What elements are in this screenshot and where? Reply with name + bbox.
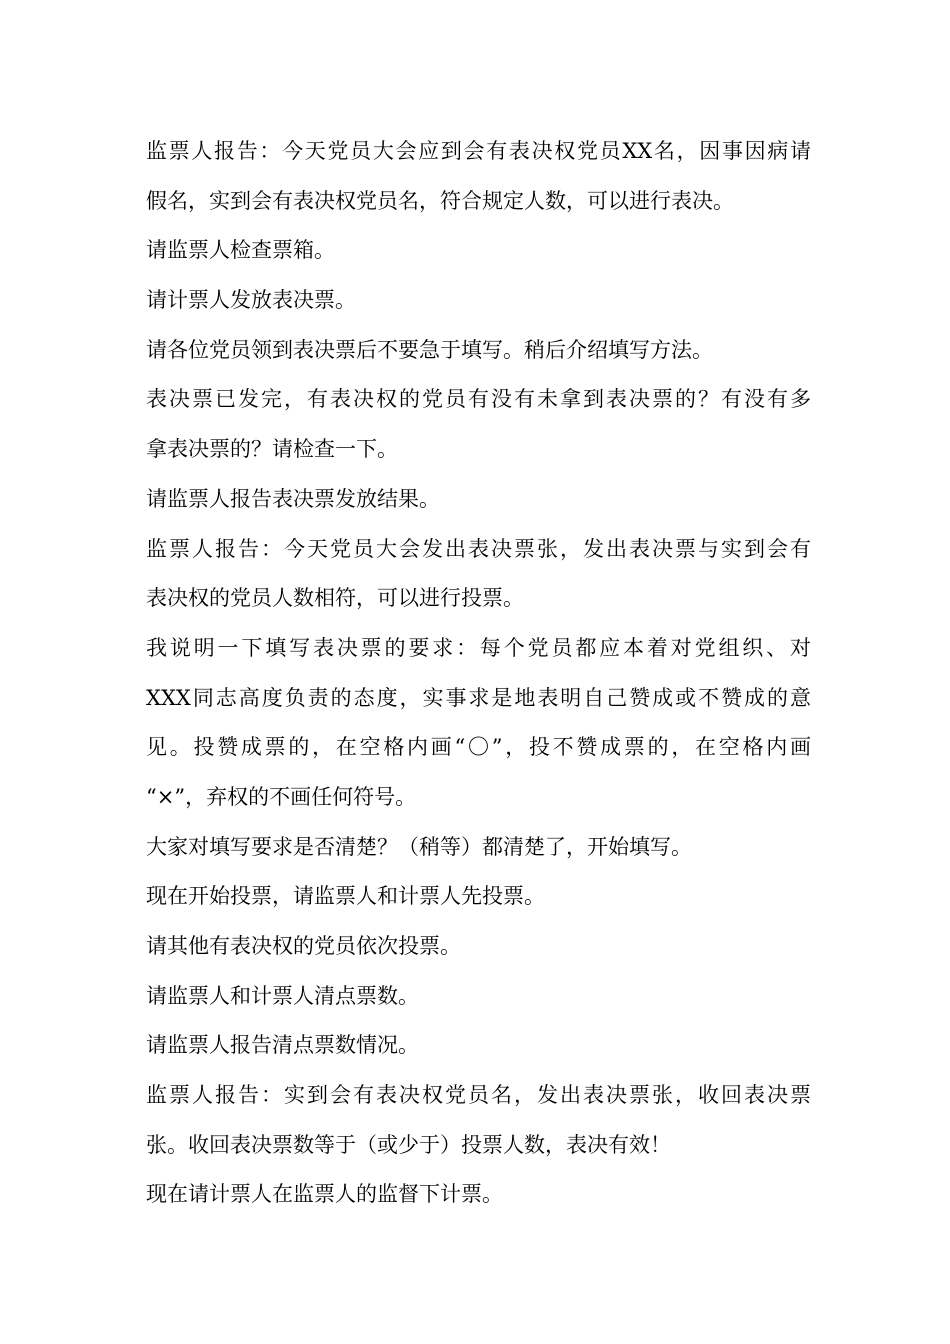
paragraph-line: 请计票人发放表决票。	[146, 288, 356, 313]
paragraph-line: 监票人报告：实到会有表决权党员名，发出表决票张，收回表决票	[146, 1083, 811, 1108]
paragraph-line: 请各位党员领到表决票后不要急于填写。稍后介绍填写方法。	[146, 337, 713, 362]
paragraph-line: 大家对填写要求是否清楚？（稍等）都清楚了，开始填写。	[146, 834, 692, 859]
paragraph-line: 请其他有表决权的党员依次投票。	[146, 934, 461, 958]
paragraph-line: 监票人报告：今天党员大会应到会有表决权党员XX名，因事因病请	[146, 139, 811, 163]
paragraph-line: 请监票人报告清点票数情况。	[146, 1033, 419, 1058]
paragraph-line: 表决权的党员人数相符，可以进行投票。	[146, 586, 524, 611]
paragraph-line: 现在开始投票，请监票人和计票人先投票。	[146, 884, 545, 909]
paragraph-line: 见。投赞成票的，在空格内画“〇”，投不赞成票的，在空格内画	[146, 735, 811, 760]
paragraph-line: 请监票人和计票人清点票数。	[146, 983, 419, 1008]
paragraph-line: 假名，实到会有表决权党员名，符合规定人数，可以进行表决。	[146, 188, 734, 213]
paragraph-line: 拿表决票的？请检查一下。	[146, 437, 398, 462]
document-body	[146, 127, 811, 1220]
paragraph-line: “×”，弃权的不画任何符号。	[146, 784, 417, 809]
paragraph-line: 请监票人报告表决票发放结果。	[146, 486, 440, 511]
paragraph-line: 我说明一下填写表决票的要求：每个党员都应本着对党组织、对	[146, 635, 811, 660]
paragraph-line: 张。收回表决票数等于（或少于）投票人数，表决有效！	[146, 1132, 671, 1157]
paragraph-line: 监票人报告：今天党员大会发出表决票张，发出表决票与实到会有	[146, 536, 811, 561]
paragraph-line: XXX同志高度负责的态度，实事求是地表明自己赞成或不赞成的意	[146, 685, 811, 710]
paragraph-line: 请监票人检查票箱。	[146, 238, 335, 263]
paragraph-line: 现在请计票人在监票人的监督下计票。	[146, 1182, 503, 1207]
paragraph-line: 表决票已发完，有表决权的党员有没有未拿到表决票的？有没有多	[146, 387, 811, 412]
